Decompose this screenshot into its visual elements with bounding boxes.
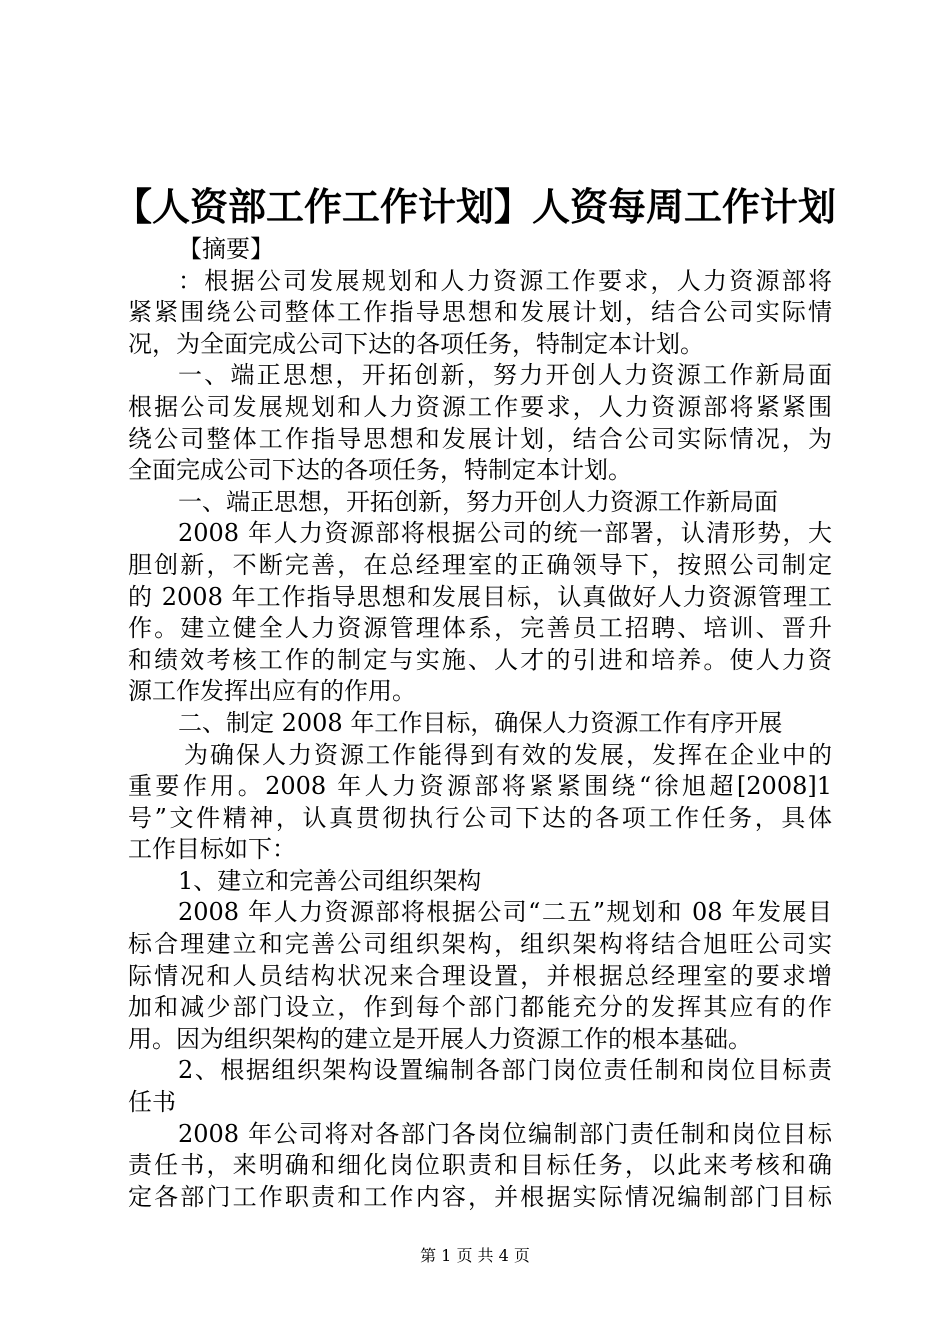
text-line: 全面完成公司下达的各项任务，特制定本计划。	[128, 456, 632, 485]
text-line: 一、端正思想，开拓创新，努力开创人力资源工作新局面	[178, 487, 778, 516]
text-line: 工作目标如下：	[128, 835, 296, 864]
page-footer: 第 1 页 共 4 页	[420, 1246, 530, 1265]
text-line: 根据公司发展规划和人力资源工作要求，人力资源部将紧紧围	[128, 392, 832, 421]
text-line: 一、端正思想，开拓创新，努力开创人力资源工作新局面	[178, 361, 832, 390]
text-line: 2、根据组织架构设置编制各部门岗位责任制和岗位目标责	[178, 1056, 832, 1085]
text-line: 的 2008 年工作指导思想和发展目标，认真做好人力资源管理工	[128, 582, 832, 611]
text-line: 用。因为组织架构的建立是开展人力资源工作的根本基础。	[128, 1024, 752, 1053]
text-line: 责任书，来明确和细化岗位职责和目标任务，以此来考核和确	[128, 1151, 832, 1180]
text-line: 2008 年公司将对各部门各岗位编制部门责任制和岗位目标	[178, 1119, 832, 1148]
text-line: 【摘要】	[178, 235, 274, 263]
text-line: 紧紧围绕公司整体工作指导思想和发展计划，结合公司实际情	[128, 298, 832, 327]
document-title: 【人资部工作工作计划】人资每周工作计划	[113, 184, 836, 229]
text-line: 源工作发挥出应有的作用。	[128, 677, 416, 706]
text-line: 作。建立健全人力资源管理体系，完善员工招聘、培训、晋升	[128, 614, 832, 643]
text-line: 绕公司整体工作指导思想和发展计划，结合公司实际情况，为	[128, 424, 832, 453]
text-line: 加和减少部门设立，作到每个部门都能充分的发挥其应有的作	[128, 993, 832, 1022]
text-line: 为确保人力资源工作能得到有效的发展，发挥在企业中的	[184, 740, 832, 769]
text-line: 胆创新，不断完善，在总经理室的正确领导下，按照公司制定	[128, 550, 832, 579]
text-line: 和绩效考核工作的制定与实施、人才的引进和培养。使人力资	[128, 645, 832, 674]
text-line: 二、制定 2008 年工作目标，确保人力资源工作有序开展	[178, 708, 783, 737]
text-line: 际情况和人员结构状况来合理设置，并根据总经理室的要求增	[128, 961, 832, 990]
text-line: ：根据公司发展规划和人力资源工作要求，人力资源部将	[178, 266, 832, 295]
text-line: 2008 年人力资源部将根据公司的统一部署，认清形势，大	[178, 519, 832, 548]
document-body	[128, 234, 832, 1213]
text-line: 号”文件精神，认真贯彻执行公司下达的各项工作任务，具体	[128, 803, 832, 832]
text-line: 任书	[128, 1088, 176, 1117]
text-line: 定各部门工作职责和工作内容，并根据实际情况编制部门目标	[128, 1182, 832, 1211]
text-line: 标合理建立和完善公司组织架构，组织架构将结合旭旺公司实	[128, 930, 832, 959]
text-line: 况，为全面完成公司下达的各项任务，特制定本计划。	[128, 329, 704, 358]
text-line: 2008 年人力资源部将根据公司“二五”规划和 08 年发展目	[178, 898, 832, 927]
text-line: 1、建立和完善公司组织架构	[178, 866, 482, 895]
text-line: 重要作用。2008 年人力资源部将紧紧围绕“徐旭超[2008]1	[128, 772, 832, 801]
